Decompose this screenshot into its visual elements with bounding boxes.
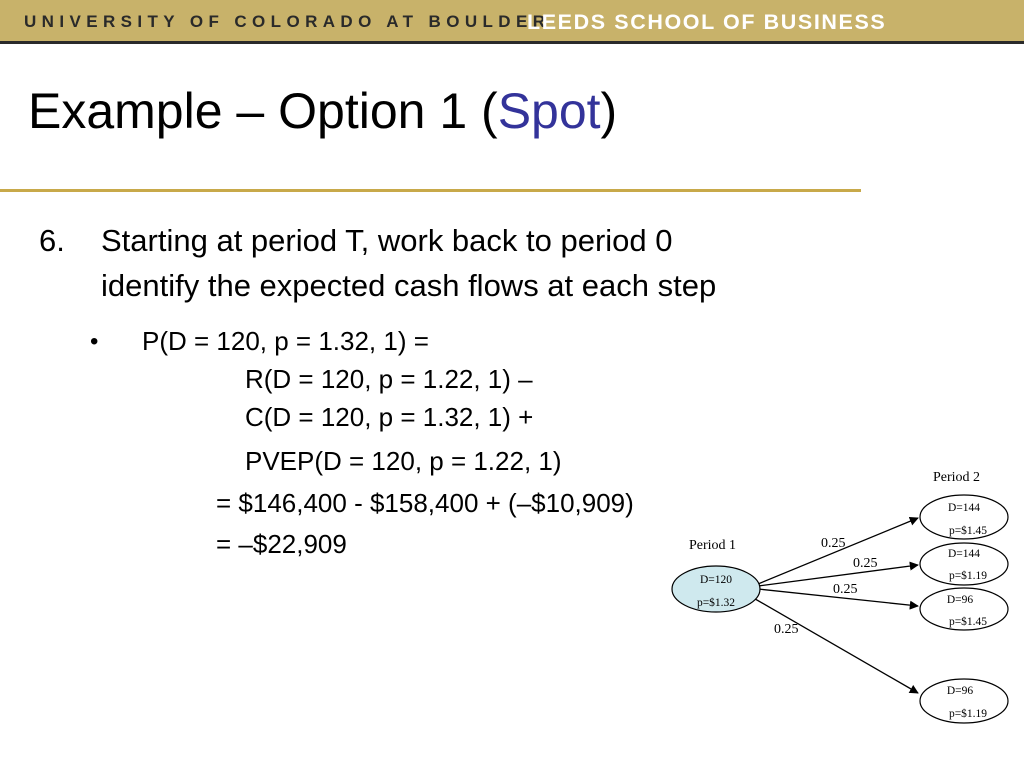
school-name: LEEDS SCHOOL OF BUSINESS [527,10,887,34]
child-node-4 [920,679,1008,723]
period-2-label: Period 2 [933,470,981,485]
child-node-1 [920,495,1008,539]
bullet-marker: • [90,328,99,355]
formula-line-6: = –$22,909 [216,529,347,559]
child-node-3 [920,588,1008,630]
child-3-price: p=$1.45 [948,616,988,628]
formula-line-3: C(D = 120, p = 1.32, 1) + [245,402,534,432]
edge-to-child-1 [758,518,918,584]
step-number: 6. [39,223,65,258]
prob-label-4: 0.25 [774,622,799,637]
university-name: UNIVERSITY OF COLORADO AT BOULDER [24,12,551,31]
title-accent: Spot [497,83,601,139]
step-line-1: Starting at period T, work back to period 0 [101,223,673,258]
prob-label-2: 0.25 [853,556,878,571]
formula-line-2: R(D = 120, p = 1.22, 1) – [245,364,533,394]
child-3-demand: D=96 [946,594,974,606]
title-prefix: Example – Option 1 ( [28,83,498,139]
child-1-demand: D=144 [947,502,981,514]
child-node-2 [920,543,1008,585]
step-line-2: identify the expected cash flows at each step [101,268,717,303]
formula-line-5: = $146,400 - $158,400 + (–$10,909) [216,488,634,518]
edge-to-child-4 [750,596,918,693]
root-price: p=$1.32 [696,597,736,609]
root-node [672,566,760,612]
child-1-price: p=$1.45 [948,525,988,537]
formula-line-4: PVEP(D = 120, p = 1.22, 1) [245,446,562,476]
child-2-price: p=$1.19 [948,570,988,582]
child-4-demand: D=96 [946,685,974,697]
root-demand: D=120 [699,574,733,586]
title-suffix: ) [600,83,618,139]
formula-line-1: P(D = 120, p = 1.32, 1) = [142,326,429,356]
prob-label-3: 0.25 [833,582,858,597]
period-1-label: Period 1 [689,538,737,553]
prob-label-1: 0.25 [821,536,846,551]
child-2-demand: D=144 [947,548,981,560]
child-4-price: p=$1.19 [948,708,988,720]
